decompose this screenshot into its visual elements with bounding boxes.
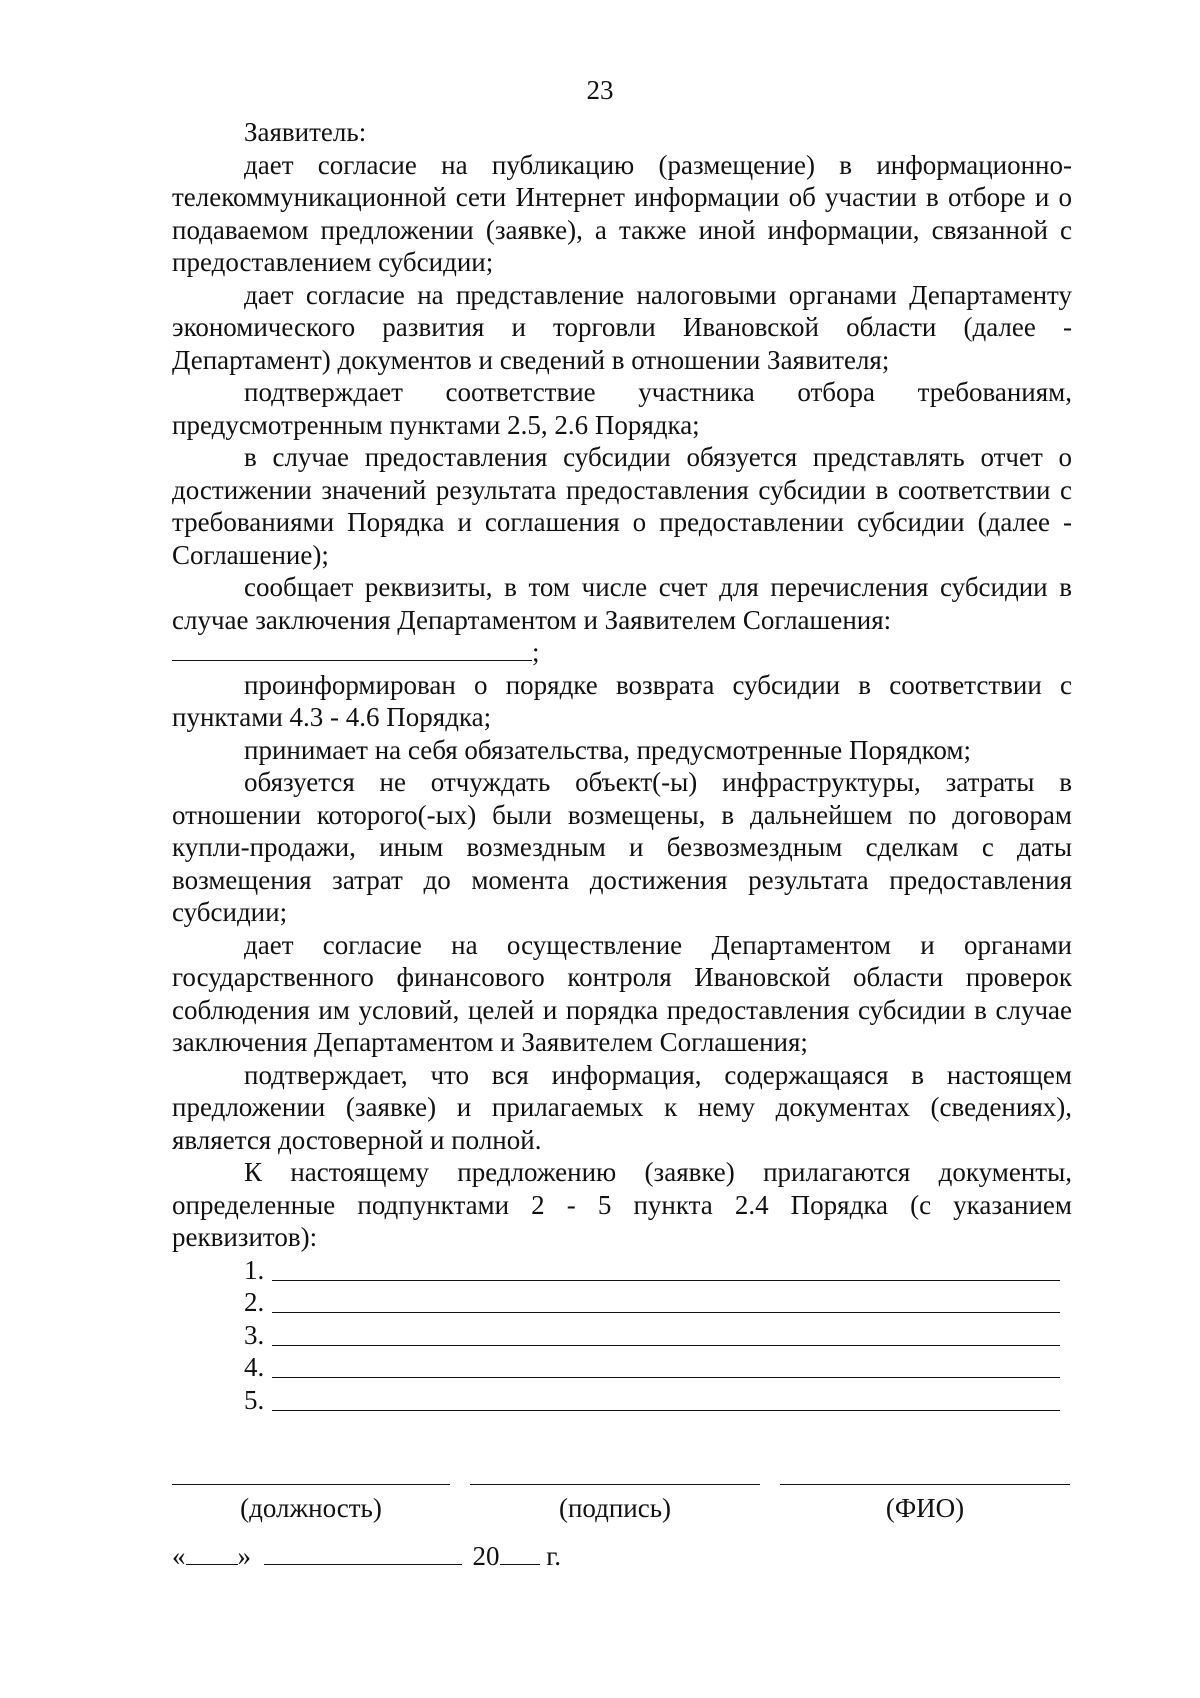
requisites-input-line[interactable] [172, 636, 532, 661]
position-label: (должность) [240, 1493, 382, 1523]
paragraph-applicant-heading: Заявитель: [244, 117, 367, 147]
page-number: 23 [586, 75, 614, 105]
paragraph-return-procedure: проинформирован о порядке возврата субсидии в соответствии с пунктами 4.3 - 4.6 Порядка; [172, 669, 1072, 732]
attachment-item [172, 1351, 1072, 1384]
attachments-list [172, 1254, 1072, 1417]
name-label: (ФИО) [885, 1493, 965, 1523]
month-input-line[interactable] [264, 1538, 462, 1565]
paragraph-consent-tax: дает согласие на представление налоговыми органами Департаменту экономического развития и торговли Ивановской области (далее - Департамент) документов и сведений в отношении Заявителя; [172, 279, 1072, 375]
paragraph-obligations: принимает на себя обязательства, предусмотренные Порядком; [244, 734, 971, 765]
document-body [172, 116, 1072, 1416]
paragraph-requisites: сообщает реквизиты, в том числе счет для перечисления субсидии в случае заключения Департаментом и Заявителем Соглашения: [172, 572, 1072, 635]
attachment-input-line[interactable] [272, 1312, 1060, 1313]
signature-line[interactable] [470, 1484, 760, 1487]
attachment-input-line[interactable] [272, 1345, 1060, 1346]
paragraph-no-alienation: обязуется не отчуждать объект(-ы) инфраструктуры, затраты в отношении которого(-ых) были возмещены, в дальнейшем по договорам купли-продажи, иным возмездным и безвозмездным сделкам с даты возмещения затрат до момента достижения результата предоставления субсидии; [172, 767, 1072, 927]
paragraph-consent-inspection: дает согласие на осуществление Департаментом и органами государственного финансового контроля Ивановской области проверок соблюдения им условий, целей и порядка предоставления субсидии в случае заключения Департаментом и Заявителем Соглашения; [172, 929, 1072, 1057]
paragraph-attachments-intro: К настоящему предложению (заявке) прилагаются документы, определенные подпунктами 2 - 5 пункта 2.4 Порядка (с указанием реквизитов): [172, 1157, 1072, 1252]
paragraph-consent-publication: дает согласие на публикацию (размещение) в информационно-телекоммуникационной сети Интернет информации об участии в отборе и о подаваемом предложении (заявке), а также иной информации, связанной с предоставлением субсидии; [172, 149, 1072, 277]
attachment-number: 3. [244, 1319, 265, 1350]
attachment-item [172, 1254, 1072, 1287]
date-close-quote: » [237, 1541, 251, 1571]
attachment-item [172, 1319, 1072, 1352]
requisites-blank-suffix: ; [532, 637, 540, 667]
attachment-input-line[interactable] [272, 1280, 1060, 1281]
attachment-number: 2. [244, 1287, 265, 1317]
year-input-line[interactable] [500, 1538, 540, 1565]
attachment-input-line[interactable] [272, 1377, 1060, 1378]
day-input-line[interactable] [186, 1538, 238, 1565]
attachment-item [172, 1286, 1072, 1319]
attachment-number: 5. [244, 1384, 265, 1415]
paragraph-confirms-compliance: подтверждает соответствие участника отбора требованиям, предусмотренным пунктами 2.5, 2.6 Порядка; [172, 377, 1072, 440]
signature-label: (подпись) [558, 1493, 672, 1523]
paragraph-report-obligation: в случае предоставления субсидии обязуется представлять отчет о достижении значений результата предоставления субсидии в соответствии с требованиями Порядка и соглашения о предоставлении субсидии (далее - Соглашение); [172, 442, 1072, 570]
requisites-blank [172, 636, 1072, 669]
attachment-item [172, 1384, 1072, 1417]
position-signature-line[interactable] [172, 1484, 450, 1487]
attachment-input-line[interactable] [272, 1410, 1060, 1411]
attachment-number: 4. [244, 1352, 265, 1382]
attachment-number: 1. [244, 1254, 265, 1285]
name-signature-line[interactable] [780, 1484, 1070, 1487]
date-line [172, 1538, 561, 1573]
paragraph-confirms-accuracy: подтверждает, что вся информация, содержащаяся в настоящем предложении (заявке) и прилагаемых к нему документах (сведениях), является достоверной и полной. [172, 1059, 1072, 1155]
date-open-quote: « [172, 1541, 186, 1571]
year-suffix: г. [546, 1541, 562, 1571]
year-prefix: 20 [472, 1541, 500, 1571]
